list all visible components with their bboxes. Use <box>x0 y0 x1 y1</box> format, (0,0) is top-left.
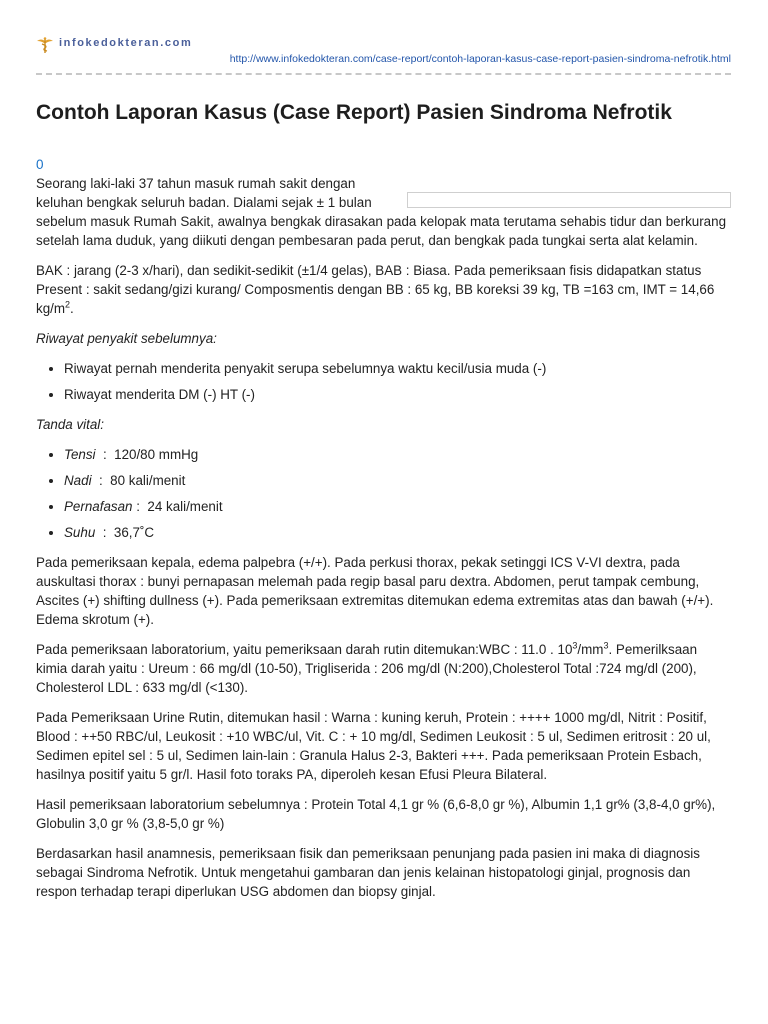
list-item <box>64 523 731 542</box>
list-item <box>64 445 731 464</box>
status-text: BAK : jarang (2-3 x/hari), dan sedikit-sedikit (±1/4 gelas), BAB : Biasa. Pada pemeriksaan fisis didapatkan status Present : sakit sedang/gizi kurang/ Composmentis dengan BB : 65 kg, BB koreksi 39 kg, TB =163 cm, IMT = 14,66 kg/m <box>36 263 715 316</box>
list-item <box>64 497 731 516</box>
embedded-frame <box>407 192 731 208</box>
paragraph-status <box>36 261 731 318</box>
vital-label: Tensi <box>64 447 96 462</box>
article-body <box>36 174 731 901</box>
vitals-heading: Tanda vital: <box>36 417 104 432</box>
vital-value: : 120/80 mmHg <box>95 447 199 462</box>
page-title: Contoh Laporan Kasus (Case Report) Pasien Sindroma Nefrotik <box>36 101 672 124</box>
vital-value: : 36,7˚C <box>95 525 155 540</box>
vital-label: Suhu <box>64 525 96 540</box>
vital-value: : 24 kali/menit <box>132 499 223 514</box>
vitals-list <box>36 445 731 542</box>
lab-text-c: . Pemerilksaan kimia darah yaitu : Ureum : 66 mg/dl (10-50), Trigliserida : 206 mg/dl (N:200),Cholesterol Total :724 mg/dl (200), Cholesterol LDL : 633 mg/dl (<130). <box>36 642 698 695</box>
lab-text-b: /mm <box>577 642 604 657</box>
paragraph-lab <box>36 640 731 697</box>
header-divider <box>36 73 731 75</box>
superscript: 3 <box>603 640 609 651</box>
paragraph-urine: Pada Pemeriksaan Urine Rutin, ditemukan hasil : Warna : kuning keruh, Protein : ++++ 1000 mg/dl, Nitrit : Positif, Blood : ++50 RBC/ul, Leukosit : +10 WBC/ul, Vit. C : + 10 mg/dl, Sedimen Leukosit : 5 ul, Sedimen eritrosit : 20 ul, Sedimen epitel sel : 5 ul, Sedimen lain-lain : Granula Halus 2-3, Bakteri +++. Pada pemeriksaan Protein Esbach, hasilnya positif yaitu 5 gr/l. Hasil foto toraks PA, diperoleh kesan Efusi Pleura Bilateral. <box>36 710 711 782</box>
paragraph-physical-exam: Pada pemeriksaan kepala, edema palpebra (+/+). Pada perkusi thorax, pekak setinggi ICS V-VI dextra, pada auskultasi thorax : bunyi pernapasan melemah pada regip basal paru dextra. Abdomen, perut tampak cembung, Ascites (+) shifting dullness (+). Pada pemeriksaan extremitas ditemukan edema extremitas atas dan bawah (+/+). Edema skrotum (+). <box>36 555 714 627</box>
list-item: • Riwayat menderita DM (-) HT (-) <box>64 385 731 404</box>
site-header <box>36 36 731 76</box>
history-list <box>36 359 731 404</box>
lab-text-a: Pada pemeriksaan laboratorium, yaitu pemeriksaan darah rutin ditemukan:WBC : 11.0 . 10 <box>36 642 573 657</box>
status-end: . <box>70 301 74 316</box>
list-item <box>64 471 731 490</box>
paragraph-diagnosis: Berdasarkan hasil anamnesis, pemeriksaan fisik dan pemeriksaan penunjang pada pasien ini maka di diagnosis sebagai Sindroma Nefrotik. Untuk mengetahui gambaran dan jenis kelainan histopatologi ginjal, prognosis dan respon terhadap terapi diperlukan USG abdomen dan biopsy ginjal. <box>36 846 700 899</box>
superscript: 2 <box>65 299 71 310</box>
vital-label: Nadi <box>64 473 92 488</box>
article <box>36 98 731 912</box>
comment-count-link[interactable]: 0 <box>36 157 44 172</box>
superscript: 3 <box>572 640 578 651</box>
page-url-link[interactable]: http://www.infokedokteran.com/case-report/contoh-laporan-kasus-case-report-pasien-sindroma-nefrotik.html <box>229 53 731 65</box>
vital-value: : 80 kali/menit <box>91 473 186 488</box>
caduceus-icon <box>36 36 54 54</box>
site-name[interactable]: infokedokteran.com <box>59 37 193 49</box>
history-heading: Riwayat penyakit sebelumnya: <box>36 331 217 346</box>
paragraph-intro: Seorang laki-laki 37 tahun masuk rumah sakit dengan keluhan bengkak seluruh badan. Dialami sejak ± 1 bulan sebelum masuk Rumah Sakit, awalnya bengkak dirasakan pada kelopak mata terutama sehabis tidur dan berkurang setelah lama duduk, yang diikuti dengan pembesaran pada perut, dan bengkak pada tungkai serta alat kelamin. <box>36 176 727 248</box>
list-item: • Riwayat pernah menderita penyakit serupa sebelumnya waktu kecil/usia muda (-) <box>64 359 731 378</box>
paragraph-previous-lab: Hasil pemeriksaan laboratorium sebelumnya : Protein Total 4,1 gr % (6,6-8,0 gr %), Albumin 1,1 gr% (3,8-4,0 gr%), Globulin 3,0 gr % (3,8-5,0 gr %) <box>36 797 716 831</box>
vital-label: Pernafasan <box>64 499 133 514</box>
